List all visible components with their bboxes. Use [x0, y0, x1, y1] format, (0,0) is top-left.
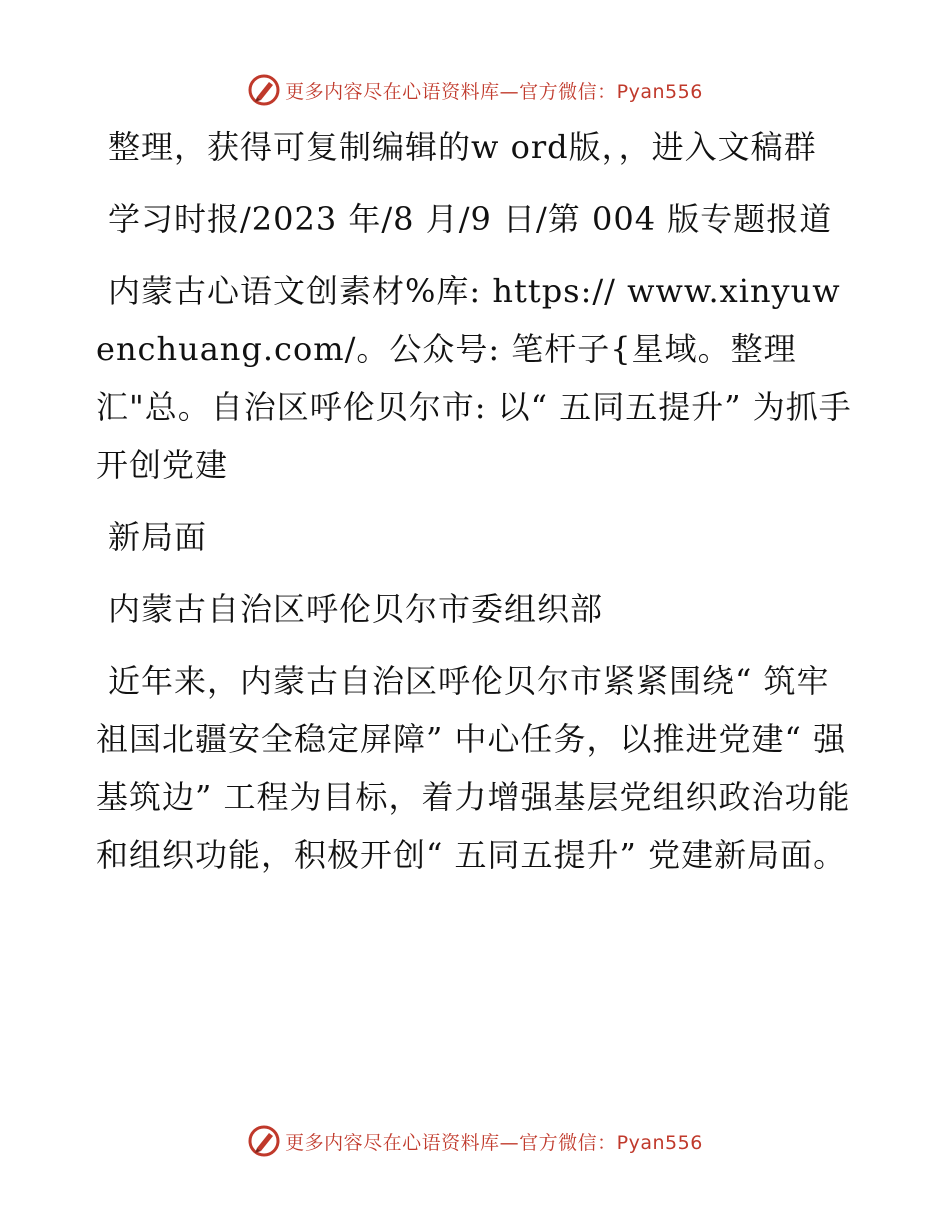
- paragraph-source: 学习时报/2023 年/8 月/9 日/第 004 版专题报道: [108, 200, 833, 238]
- paragraph-title: 内蒙古心语文创素材%库: https:// www.xinyuwenchuang.com/。公众号: 笔杆子{星域。整理汇"总。自治区呼伦贝尔市: 以“ 五同五提升” 为抓手开创党建: [96, 272, 852, 484]
- paragraph-body: 近年来，内蒙古自治区呼伦贝尔市紧紧围绕“ 筑牢祖国北疆安全稳定屏障” 中心任务，以推进党建“ 强基筑边” 工程为目标，着力增强基层党组织政治功能和组织功能，积极开创“ 五同五提升” 党建新局面。: [96, 662, 851, 874]
- document-body: [96, 118, 856, 898]
- watermark-text: 更多内容尽在心语资料库—官方微信：Pyan556: [285, 80, 703, 103]
- pen-logo-icon: [247, 1124, 281, 1158]
- watermark-text: 更多内容尽在心语资料库—官方微信：Pyan556: [285, 1131, 703, 1154]
- footer-watermark-banner: [0, 1121, 950, 1161]
- paragraph-intro: 整理，获得可复制编辑的w ord版，，进入文稿群: [108, 128, 817, 166]
- pen-logo-icon: [247, 73, 281, 107]
- paragraph-author: 内蒙古自治区呼伦贝尔市委组织部: [108, 590, 604, 628]
- header-watermark-banner: [0, 70, 950, 110]
- paragraph-title-cont: 新局面: [108, 518, 208, 556]
